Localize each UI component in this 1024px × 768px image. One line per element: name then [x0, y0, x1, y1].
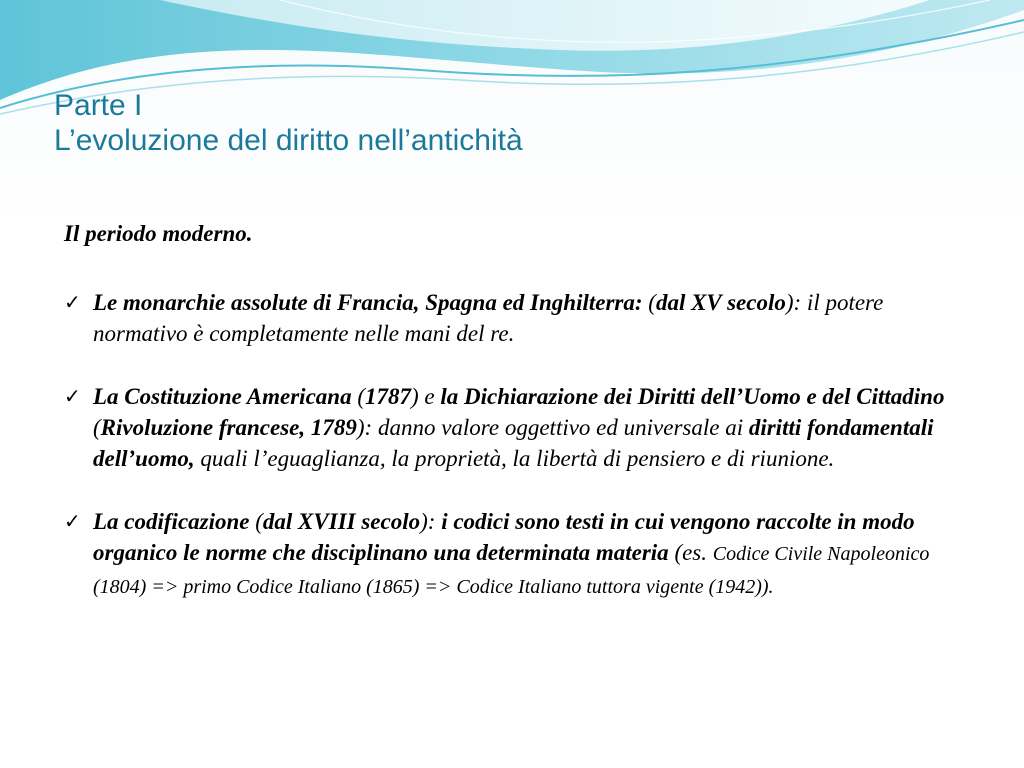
- item3-text-7: Codice Civile Napoleonico (1804) => primo Codice Italiano (1865) => Codice Italiano tuttora vigente (1942)).: [93, 543, 930, 598]
- item1-text-2: (: [642, 290, 656, 315]
- item2-text-3: 1787: [365, 384, 411, 409]
- title-line-1: Parte I: [54, 89, 143, 122]
- item2-text-6: (: [93, 415, 101, 440]
- item3-text-1: La codificazione: [93, 509, 250, 534]
- item3-text-3: dal XVIII secolo: [262, 509, 421, 534]
- item2-text-5: la Dichiarazione dei Diritti dell’Uomo e del Cittadino: [440, 384, 945, 409]
- slide-title: [54, 88, 954, 158]
- item1-text-4: ): il potere normativo è completamente nelle mani del re.: [93, 290, 884, 346]
- bullet-item-costituzione: [64, 381, 954, 474]
- item2-text-7: Rivoluzione francese, 1789: [100, 415, 357, 440]
- item3-text-6: (es.: [668, 540, 713, 565]
- checkmark-icon: ✓: [64, 384, 81, 408]
- item2-text-8: ): danno valore oggettivo ed universale ai: [356, 415, 749, 440]
- item2-text-4: ) e: [411, 384, 441, 409]
- item1-text-3: dal XV secolo: [655, 290, 786, 315]
- item2-text-1: La Costituzione Americana: [93, 384, 352, 409]
- item2-text-9: diritti fondamentali dell’uomo,: [93, 415, 934, 471]
- bullet-item-monarchie: [64, 287, 954, 349]
- checkmark-icon: ✓: [64, 509, 81, 533]
- item1-text-1: Le monarchie assolute di Francia, Spagna ed Inghilterra:: [93, 290, 643, 315]
- item3-text-2: (: [249, 509, 263, 534]
- item2-text-10: quali l’eguaglianza, la proprietà, la libertà di pensiero e di riunione.: [194, 446, 835, 471]
- item3-text-4: ):: [420, 509, 442, 534]
- item2-text-2: (: [351, 384, 365, 409]
- bullet-item-codificazione: [64, 506, 954, 603]
- slide-content: [64, 218, 954, 603]
- item3-text-5: i codici sono testi in cui vengono raccolte in modo organico le norme che disciplinano una determinata materia: [93, 509, 915, 565]
- title-line-2: L’evoluzione del diritto nell’antichità: [54, 124, 523, 157]
- checkmark-icon: ✓: [64, 290, 81, 314]
- section-subtitle: Il periodo moderno.: [64, 221, 253, 246]
